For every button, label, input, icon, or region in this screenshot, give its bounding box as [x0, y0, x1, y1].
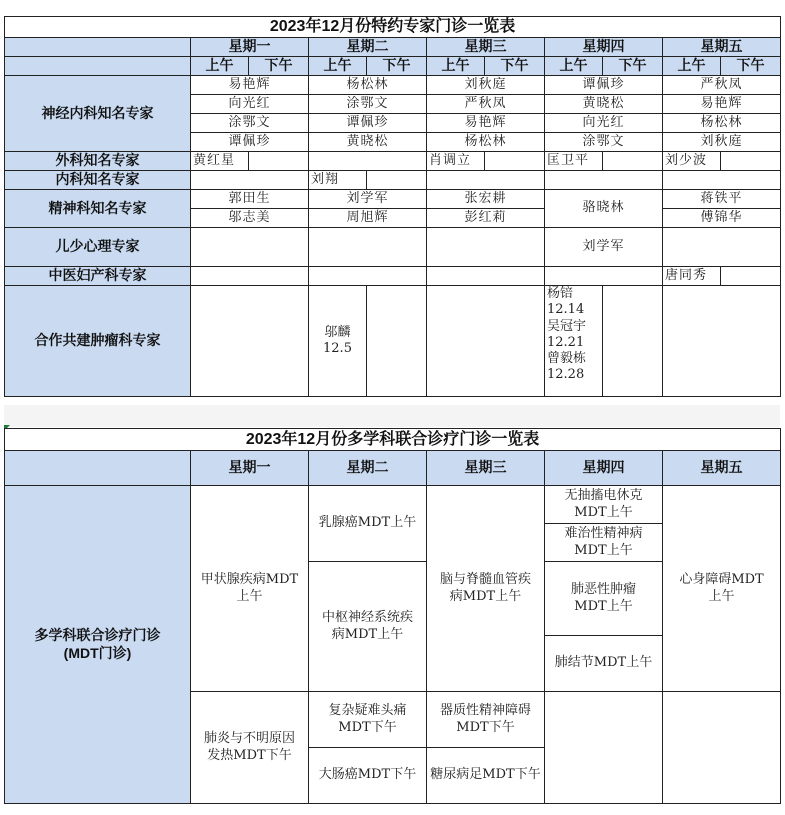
mdt-clinic-line: 器质性精神障碍 — [439, 703, 531, 719]
row-label-mdt — [5, 486, 191, 804]
expert-name: 向光红 — [191, 95, 309, 114]
clinic-date: 12.5 — [323, 341, 352, 356]
day-tuesday: 星期二 — [309, 451, 427, 486]
row-label-oncology: 合作共建肿瘤科专家 — [5, 286, 191, 397]
mdt-clinic-line: MDT上午 — [574, 598, 633, 614]
table2-title: 2023年12月份多学科联合诊疗门诊一览表 — [5, 429, 781, 451]
expert-name: 肖调立 — [427, 152, 485, 171]
day-monday: 星期一 — [191, 451, 309, 486]
mdt-clinic-line: 肺炎与不明原因 — [203, 731, 295, 747]
row-label-child-psych: 儿少心理专家 — [5, 228, 191, 267]
day-wednesday: 星期三 — [427, 38, 545, 57]
mdt-fri-am — [663, 486, 781, 692]
mdt-mon-pm — [191, 692, 309, 804]
mdt-tue-am-2 — [309, 562, 427, 692]
mdt-clinic-line: MDT下午 — [456, 719, 515, 735]
expert-name: 邬麟 — [324, 324, 351, 340]
mdt-wed-am — [427, 486, 545, 692]
expert-name: 郭田生 — [191, 190, 309, 209]
mdt-clinic-line: 甲状腺疾病MDT — [200, 572, 299, 588]
mdt-clinic-line: 肺恶性肿瘤 — [570, 582, 636, 598]
expert-name: 曾毅栋 — [547, 351, 587, 366]
mdt-clinic-line: 心身障碍MDT — [679, 572, 764, 588]
expert-name: 骆晓林 — [545, 190, 663, 228]
expert-name: 杨锫 — [547, 286, 574, 301]
expert-name: 刘学军 — [309, 190, 427, 209]
expert-name: 刘少波 — [663, 152, 721, 171]
corner-header — [5, 451, 191, 486]
row-label-psychiatry: 精神科知名专家 — [5, 190, 191, 228]
expert-name: 易艳辉 — [427, 114, 545, 133]
expert-name: 严秋凤 — [663, 76, 781, 95]
pm-header: 下午 — [367, 57, 427, 76]
mdt-label-line2: (MDT门诊) — [63, 644, 132, 661]
expert-name: 黄晓松 — [545, 95, 663, 114]
am-header: 上午 — [663, 57, 721, 76]
expert-name: 严秋凤 — [427, 95, 545, 114]
mdt-clinic-line: 病MDT上午 — [331, 626, 404, 642]
expert-name: 黄红星 — [191, 152, 249, 171]
mdt-clinic-line: 脑与脊髓血管疾 — [439, 572, 531, 588]
am-header: 上午 — [191, 57, 249, 76]
mdt-thu-am-4: 肺结节MDT上午 — [545, 636, 663, 692]
corner-header — [5, 38, 191, 57]
expert-name: 吴冠宇 — [547, 318, 587, 334]
expert-name: 易艳辉 — [191, 76, 309, 95]
mdt-clinic-line: 难治性精神病 — [564, 526, 643, 542]
am-header: 上午 — [545, 57, 603, 76]
expert-name: 易艳辉 — [663, 95, 781, 114]
day-friday: 星期五 — [663, 451, 781, 486]
expert-name: 谭佩珍 — [309, 114, 427, 133]
mdt-mon-am — [191, 486, 309, 692]
special-expert-table — [4, 16, 780, 397]
mdt-clinic-line: 上午 — [708, 588, 735, 604]
row-label-internal: 内科知名专家 — [5, 171, 191, 190]
expert-name: 谭佩珍 — [545, 76, 663, 95]
mdt-wed-pm-1 — [427, 692, 545, 748]
day-friday: 星期五 — [663, 38, 781, 57]
pm-header: 下午 — [721, 57, 781, 76]
oncology-tue-cell — [309, 286, 367, 397]
expert-name: 张宏耕 — [427, 190, 545, 209]
mdt-clinic-line: 发热MDT下午 — [207, 747, 292, 763]
mdt-clinic-line: MDT下午 — [338, 719, 397, 735]
pm-header: 下午 — [249, 57, 309, 76]
mdt-clinic-line: MDT上午 — [574, 542, 633, 558]
expert-name: 杨松林 — [309, 76, 427, 95]
mdt-clinic-line: 中枢神经系统疾 — [321, 610, 413, 626]
expert-name: 匡卫平 — [545, 152, 603, 171]
day-monday: 星期一 — [191, 38, 309, 57]
mdt-tue-pm-1 — [309, 692, 427, 748]
expert-name: 蒋铁平 — [663, 190, 781, 209]
mdt-label-line1: 多学科联合诊疗门诊 — [34, 627, 161, 643]
mdt-clinic-line: 病MDT上午 — [449, 588, 522, 604]
mdt-thu-am-2 — [545, 524, 663, 562]
mdt-wed-pm-2: 糖尿病足MDT下午 — [427, 748, 545, 804]
pm-header: 下午 — [603, 57, 663, 76]
mdt-clinic-line: MDT上午 — [574, 504, 633, 520]
mdt-clinic-table — [4, 428, 780, 804]
am-header: 上午 — [309, 57, 367, 76]
am-header: 上午 — [427, 57, 485, 76]
row-label-surgery: 外科知名专家 — [5, 152, 191, 171]
expert-name: 周旭辉 — [309, 209, 427, 228]
day-tuesday: 星期二 — [309, 38, 427, 57]
expert-name: 涂鄂文 — [191, 114, 309, 133]
expert-name: 黄晓松 — [309, 133, 427, 152]
expert-name: 涂鄂文 — [309, 95, 427, 114]
expert-name: 唐同秀 — [663, 267, 721, 286]
clinic-date: 12.21 — [547, 334, 585, 350]
expert-name: 杨松林 — [427, 133, 545, 152]
expert-name: 刘秋庭 — [427, 76, 545, 95]
sheet-gap — [4, 405, 780, 427]
expert-name: 杨松林 — [663, 114, 781, 133]
expert-name: 邬志美 — [191, 209, 309, 228]
day-wednesday: 星期三 — [427, 451, 545, 486]
mdt-thu-am-3 — [545, 562, 663, 636]
mdt-clinic-line: 上午 — [236, 588, 263, 604]
expert-name: 彭红莉 — [427, 209, 545, 228]
expert-name: 涂鄂文 — [545, 133, 663, 152]
expert-name: 刘翔 — [309, 171, 367, 190]
mdt-clinic-line: 复杂疑难头痛 — [328, 703, 407, 719]
expert-name: 傅锦华 — [663, 209, 781, 228]
mdt-tue-pm-2: 大肠癌MDT下午 — [309, 748, 427, 804]
row-label-tcm-obgyn: 中医妇产科专家 — [5, 267, 191, 286]
expert-name: 向光红 — [545, 114, 663, 133]
clinic-date: 12.28 — [547, 367, 585, 383]
expert-name: 刘学军 — [545, 228, 663, 267]
mdt-thu-am-1 — [545, 486, 663, 524]
expert-name: 谭佩珍 — [191, 133, 309, 152]
oncology-thu-cell — [545, 286, 603, 397]
table1-title: 2023年12月份特约专家门诊一览表 — [5, 17, 781, 38]
mdt-tue-am-1: 乳腺癌MDT上午 — [309, 486, 427, 562]
day-thursday: 星期四 — [545, 38, 663, 57]
expert-name: 刘秋庭 — [663, 133, 781, 152]
clinic-date: 12.14 — [547, 302, 585, 318]
pm-header: 下午 — [485, 57, 545, 76]
mdt-clinic-line: 无抽搐电休克 — [564, 488, 643, 504]
day-thursday: 星期四 — [545, 451, 663, 486]
corner-header-2 — [5, 57, 191, 76]
row-label-neurology: 神经内科知名专家 — [5, 76, 191, 152]
